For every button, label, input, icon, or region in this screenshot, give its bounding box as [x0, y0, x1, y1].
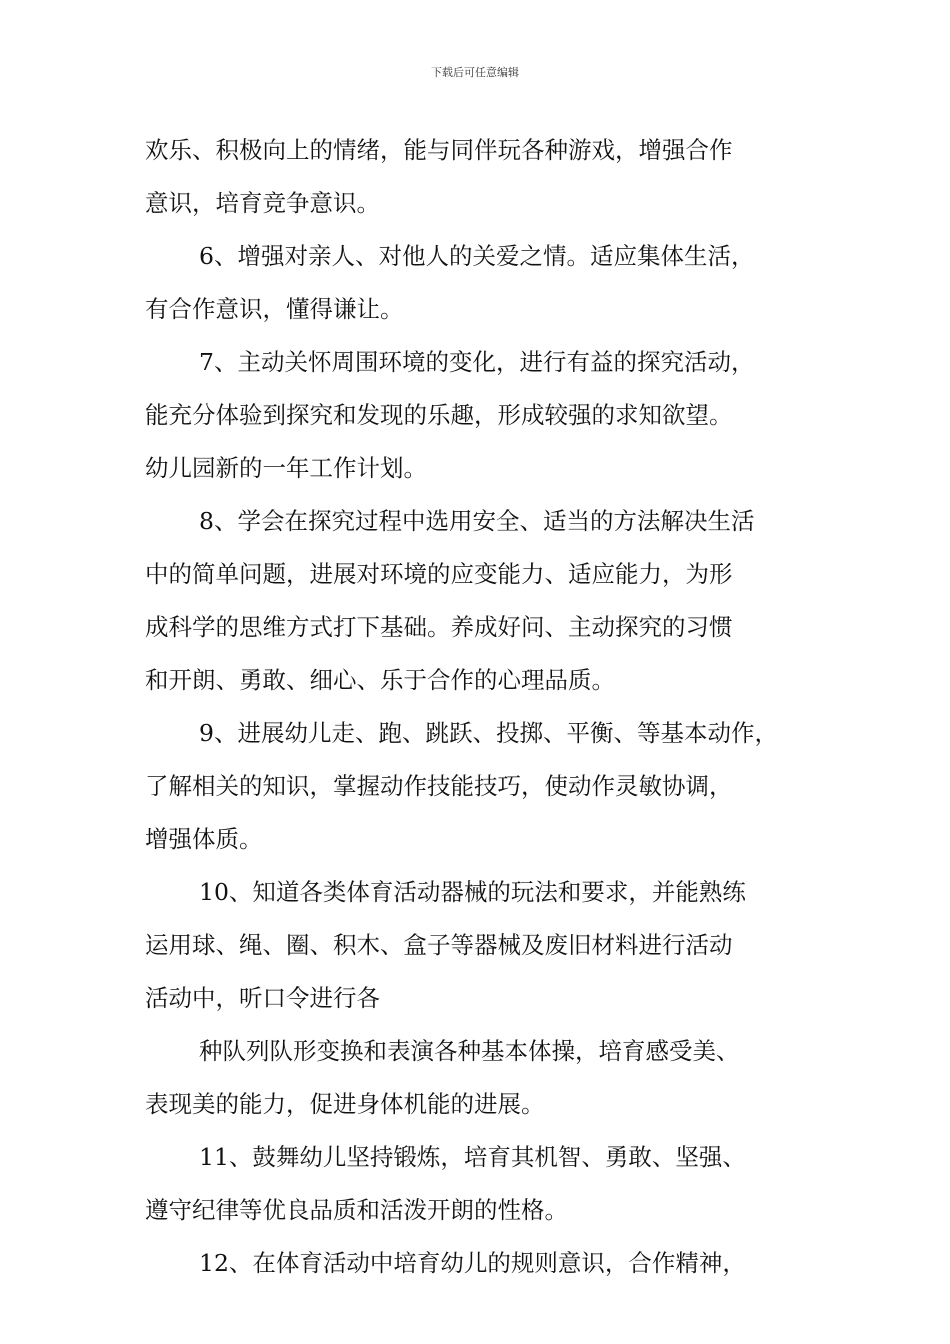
text-line: 有合作意识，懂得谦让。: [145, 295, 404, 323]
text-line: 8、学会在探究过程中选用安全、适当的方法解决生活: [199, 507, 755, 535]
text-line: 种队列队形变换和表演各种基本体操，培育感受美、: [199, 1037, 740, 1065]
text-line: 了解相关的知识，掌握动作技能技巧，使动作灵敏协调，: [145, 772, 733, 800]
text-line: 欢乐、积极向上的情绪，能与同伴玩各种游戏，增强合作: [145, 136, 733, 164]
text-line: 9、进展幼儿走、跑、跳跃、投掷、平衡、等基本动作，: [199, 719, 778, 747]
text-line: 意识，培育竞争意识。: [145, 189, 380, 217]
text-line: 11、鼓舞幼儿坚持锻炼，培育其机智、勇敢、坚强、: [199, 1143, 746, 1171]
text-line: 中的简单问题，进展对环境的应变能力、适应能力，为形: [145, 560, 733, 588]
text-line: 7、主动关怀周围环境的变化，进行有益的探究活动，: [199, 348, 755, 376]
text-line: 运用球、绳、圈、积木、盒子等器械及废旧材料进行活动: [145, 931, 733, 959]
text-line: 12、在体育活动中培育幼儿的规则意识，合作精神，: [199, 1249, 746, 1277]
text-line: 幼儿园新的一年工作计划。: [145, 454, 427, 482]
text-line: 10、知道各类体育活动器械的玩法和要求，并能熟练: [199, 878, 746, 906]
text-line: 成科学的思维方式打下基础。养成好问、主动探究的习惯: [145, 613, 733, 641]
text-line: 表现美的能力，促进身体机能的进展。: [145, 1090, 545, 1118]
text-line: 增强体质。: [145, 825, 263, 853]
text-line: 遵守纪律等优良品质和活泼开朗的性格。: [145, 1196, 568, 1224]
text-line: 6、增强对亲人、对他人的关爱之情。适应集体生活，: [199, 242, 755, 270]
text-line: 和开朗、勇敢、细心、乐于合作的心理品质。: [145, 666, 615, 694]
document-body: [145, 124, 825, 1290]
text-line: 能充分体验到探究和发现的乐趣，形成较强的求知欲望。: [145, 401, 733, 429]
text-line: 活动中，听口令进行各: [145, 984, 380, 1012]
page-header-note: 下载后可任意编辑: [431, 66, 519, 79]
